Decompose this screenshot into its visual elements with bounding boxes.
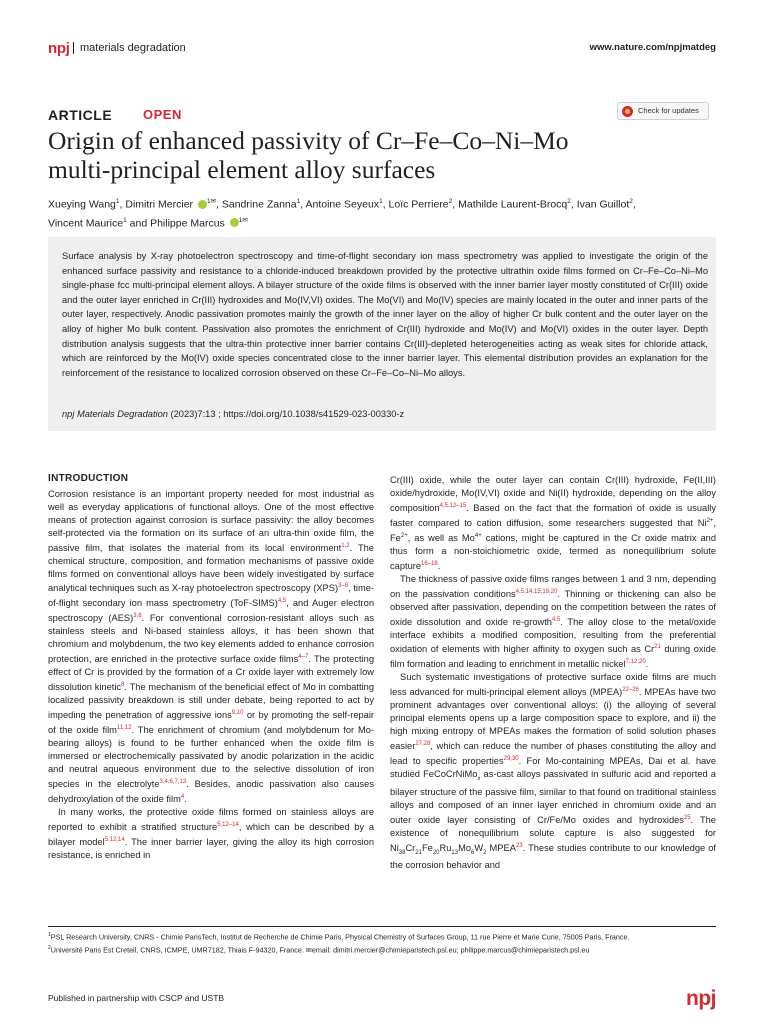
- partnership-note: Published in partnership with CSCP and USTB: [48, 993, 225, 1003]
- author-affiliation: 2: [567, 198, 571, 205]
- title-line-2: multi-principal element alloy surfaces: [48, 155, 436, 184]
- author-name[interactable]: Philippe Marcus: [150, 217, 225, 229]
- author-name[interactable]: Loïc Perriere: [388, 198, 449, 211]
- citation-doi[interactable]: (2023)7:13 ; https://doi.org/10.1038/s41529-023-00330-z: [167, 409, 405, 419]
- check-for-updates-label: Check for updates: [638, 106, 699, 115]
- body-paragraph: The thickness of passive oxide films ranges between 1 and 3 nm, depending on the passivation conditions$^{4,5,14,15,19,20}$. Thinning or thickening can also be observed after passivation, depending on the competition between the rates of oxide dissolution and oxide re-growth$^{4,5}$. The alloy close to the metal/oxide interface exhibits a modified composition, resulting from the preferential oxidation of elements with higher affinity to oxygen such as Cr$^{21}$ during oxide film formation and leading to enrichment in metallic nickel$^{7,12,20}$.: [390, 573, 716, 670]
- abstract-text: Surface analysis by X-ray photoelectron spectroscopy and time-of-flight secondary ion mass spectrometry was applied to investigate the origin of the enhanced surface passivity and resistance to a chloride-induced breakdown provided by the protective ultrathin oxide films formed on Cr–Fe–Co–Ni–Mo single-phase fcc multi-principal element alloys. A bilayer structure of the oxide films is observed with the inner barrier layer mostly constituted of Cr(III) oxide and the outer layer enriched in Cr(III) hydroxides and Mo(IV,VI) oxides. The Mo(VI) and Mo(IV) species are mainly located in the outer and inner parts of the outer layer, respectively. Anodic passivation promotes mainly the growth of the inner layer on the alloy of higher Cr bulk content and the outer layer on the alloy of higher Mo bulk content. Passivation also promotes the enrichment of Cr(III) hydroxide and Mo(IV) and Mo(VI) oxides in the outer layer. Depth distribution analysis suggests that the ultra-thin protective inner barrier contains Cr(III)-depleted heterogeneities acting as weak sites for chloride attack, which are reinforced by the Mo(IV) oxide species concentrated close to the inner barrier layer. This elemental distribution provides an explanation for the reinforcement of the resistance to localized corrosion observed on these Cr–Fe–Co–Ni–Mo alloys.: [62, 251, 708, 378]
- author-affiliation: 1✉: [206, 198, 217, 205]
- author-name[interactable]: Sandrine Zanna: [221, 198, 297, 211]
- crossmark-icon: [622, 106, 633, 117]
- affiliation-1: PSL Research University, CNRS - Chimie ParisTech, Institut de Recherche de Chimie Paris, Physical Chemistry of Surfaces Group, 11 rue Pierre et Marie Curie, 75005 Paris, France.: [50, 932, 630, 942]
- body-paragraph: Corrosion resistance is an important property needed for most industrial as well as everyday applications of functional alloys. One of the most effective means of protection against corrosion is surface passivity: the alloy becomes self-protected via the formation on its surface of an ultra-thin oxide film, the passive film, that isolates the material from its local environment$^{1,2}$. The chemical structure, composition, and formation mechanisms of passive oxide films formed on conventional alloys have been widely investigated by surface analytical techniques such as X-ray photoelectron spectroscopy (XPS)$^{3-6}$, time-of-flight secondary ion mass spectrometry (ToF-SIMS)$^{4,5}$, and Auger electron spectroscopy (AES)$^{3,6}$. For conventional corrosion-resistant alloys such as stainless steels and Ni-based stainless alloys, it has been shown that chromium and molybdenum, the two key elements added to enhance corrosion protection, are enriched in the protective surface oxide films$^{4-7}$. The protecting effect of Cr is provided by the formation of a Cr oxide layer with extremely low dissolution kinetic$^8$. The mechanism of the beneficial effect of Mo in combatting localized passivity breakdown is still under debate, being reported to act by impeding the penetration of aggressive ions$^{9,10}$ or by promoting the self-repair of the oxide film$^{11,12}$. The enrichment of chromium (and molybdenum for Mo-bearing alloys) is found to be further enhanced when the oxide film is immersed or electrochemically passivated by anodic polarization in the acidic and neutral aqueous environment due to the selective dissolution of iron species in the electrolyte$^{3,4,6,7,13}$. Besides, anodic passivation also causes dehydroxylation of the oxide film$^4$.: [48, 489, 375, 804]
- author-name[interactable]: Dimitri Mercier: [125, 198, 194, 211]
- check-for-updates-button[interactable]: [617, 102, 709, 120]
- author-name[interactable]: Vincent Maurice: [48, 217, 124, 229]
- header-divider: [73, 42, 74, 54]
- author-name[interactable]: Mathilde Laurent-Brocq: [458, 198, 568, 211]
- article-title: [48, 126, 728, 184]
- author-name[interactable]: Xueying Wang: [48, 198, 116, 211]
- author-affiliation: 1: [115, 198, 120, 205]
- author-name[interactable]: Antoine Seyeux: [305, 198, 380, 211]
- body-paragraph: In many works, the protective oxide films formed on stainless alloys are reported to exhibit a stratified structure$^{5,12-14}$, which can be described by a bilayer model$^{5,12,14}$. The inner barrier layer, giving the alloy its high corrosion resistance, is enriched in: [48, 806, 375, 860]
- body-column-right: [390, 474, 716, 872]
- citation-journal: npj Materials Degradation: [62, 409, 168, 419]
- author-affiliation: 1: [379, 198, 383, 205]
- article-type-label: ARTICLE: [48, 107, 113, 123]
- section-heading-introduction: INTRODUCTION: [48, 473, 129, 484]
- orcid-icon[interactable]: [198, 200, 207, 209]
- orcid-icon[interactable]: [230, 218, 239, 227]
- author-affiliation: 1: [123, 216, 127, 224]
- author-affiliation: 2: [629, 198, 633, 205]
- title-line-1: Origin of enhanced passivity of Cr–Fe–Co–Ni–Mo: [48, 126, 569, 155]
- author-affiliation: 1✉: [238, 216, 248, 224]
- body-paragraph: Cr(III) oxide, while the outer layer can contain Cr(III) hydroxide, Fe(II,III) oxide/hydroxide, Mo(IV,VI) oxide and Ni(II) hydroxide, depending on the alloy composition$^{4,5,12-15}$. Based on the fact that the formation of oxide is usually faster compared to cation diffusion, some researchers suggested that $Ni^{2+}$, $Fe^{2+}$, as well as $Mo^{4+}$ cations, might be captured in the Cr oxide matrix and thus form a non-stoichiometric oxide, termed as nonequilibrium solute capture$^{16-18}$.: [390, 475, 717, 571]
- author-name[interactable]: Ivan Guillot: [576, 198, 630, 211]
- author-list: Xueying Wang$^1$, Dimitri Mercier $^{1✉}$, Sandrine Zanna$^1$, Antoine Seyeux$^1$, Loïc Perriere$^2$, Mathilde Laurent-Brocq$^2$, Ivan Guillot$^2$, Vincent Maurice$^1$ and Philippe Marcus $^{1✉}$: [48, 198, 636, 229]
- body-paragraph: Such systematic investigations of protective surface oxide films are much less advanced for multi-principal element alloys (MPEA)$^{22-26}$. MPEAs have two prominent advantages over conventional alloys: (i) the alloying of several principal elements opens up a large composition space to explore, and ii) the high mixing entropy of MPEAs makes the formation of solid solution phases easier$^{27,28}$, which can reduce the number of phases constituting the alloy and lead to specific properties$^{29,30}$. For Mo-containing MPEAs, Dai et al. have studied FeCoCrNiMo$_x$ as-cast alloys passivated in sulfuric acid and reported a bilayer structure of the passive film, similar to that found on traditional stainless alloys and composed of an inner layer enriched in chromium oxide and an outer oxide layer consisting of Cr/Fe/Mo oxides and hydroxides$^{25}$. The existence of nonequilibrium solute capture is also suggested for $Ni_{38}Cr_{21}Fe_{20}Ru_{13}Mo_6W_2$ MPEA$^{23}$. These studies contribute to our knowledge of the corrosion behavior and: [390, 672, 716, 871]
- npj-logo[interactable]: npj: [48, 40, 70, 57]
- affiliations-footnote: $^1$PSL Research University, CNRS - Chimie ParisTech, Institut de Recherche de Chimie Paris, Physical Chemistry of Surfaces Group, 11 rue Pierre et Marie Curie, 75005 Paris, France. $^2$Université Paris Est Creteil, CNRS, ICMPE, UMR7182, Thiais F-94320, France. ✉email: dimitri.mercier@chimieparistech.psl.eu; philippe.marcus@chimieparistech.psl.eu: [48, 932, 630, 955]
- author-affiliation: 2: [448, 198, 453, 205]
- journal-name[interactable]: materials degradation: [80, 42, 186, 54]
- affiliation-2[interactable]: Université Paris Est Creteil, CNRS, ICMPE, UMR7182, Thiais F-94320, France. ✉email: dimitri.mercier@chimieparistech.psl.eu; philippe.marcus@chimieparistech.psl.eu: [50, 945, 590, 955]
- footnote-divider: [48, 926, 716, 927]
- npj-footer-logo[interactable]: npj: [686, 987, 716, 1010]
- author-affiliation: 1: [296, 198, 301, 205]
- open-access-label: OPEN: [143, 107, 182, 122]
- citation-line: [62, 409, 404, 419]
- journal-header: [48, 34, 716, 62]
- body-column-left: [48, 488, 374, 862]
- journal-url-link[interactable]: www.nature.com/npjmatdeg: [589, 42, 716, 53]
